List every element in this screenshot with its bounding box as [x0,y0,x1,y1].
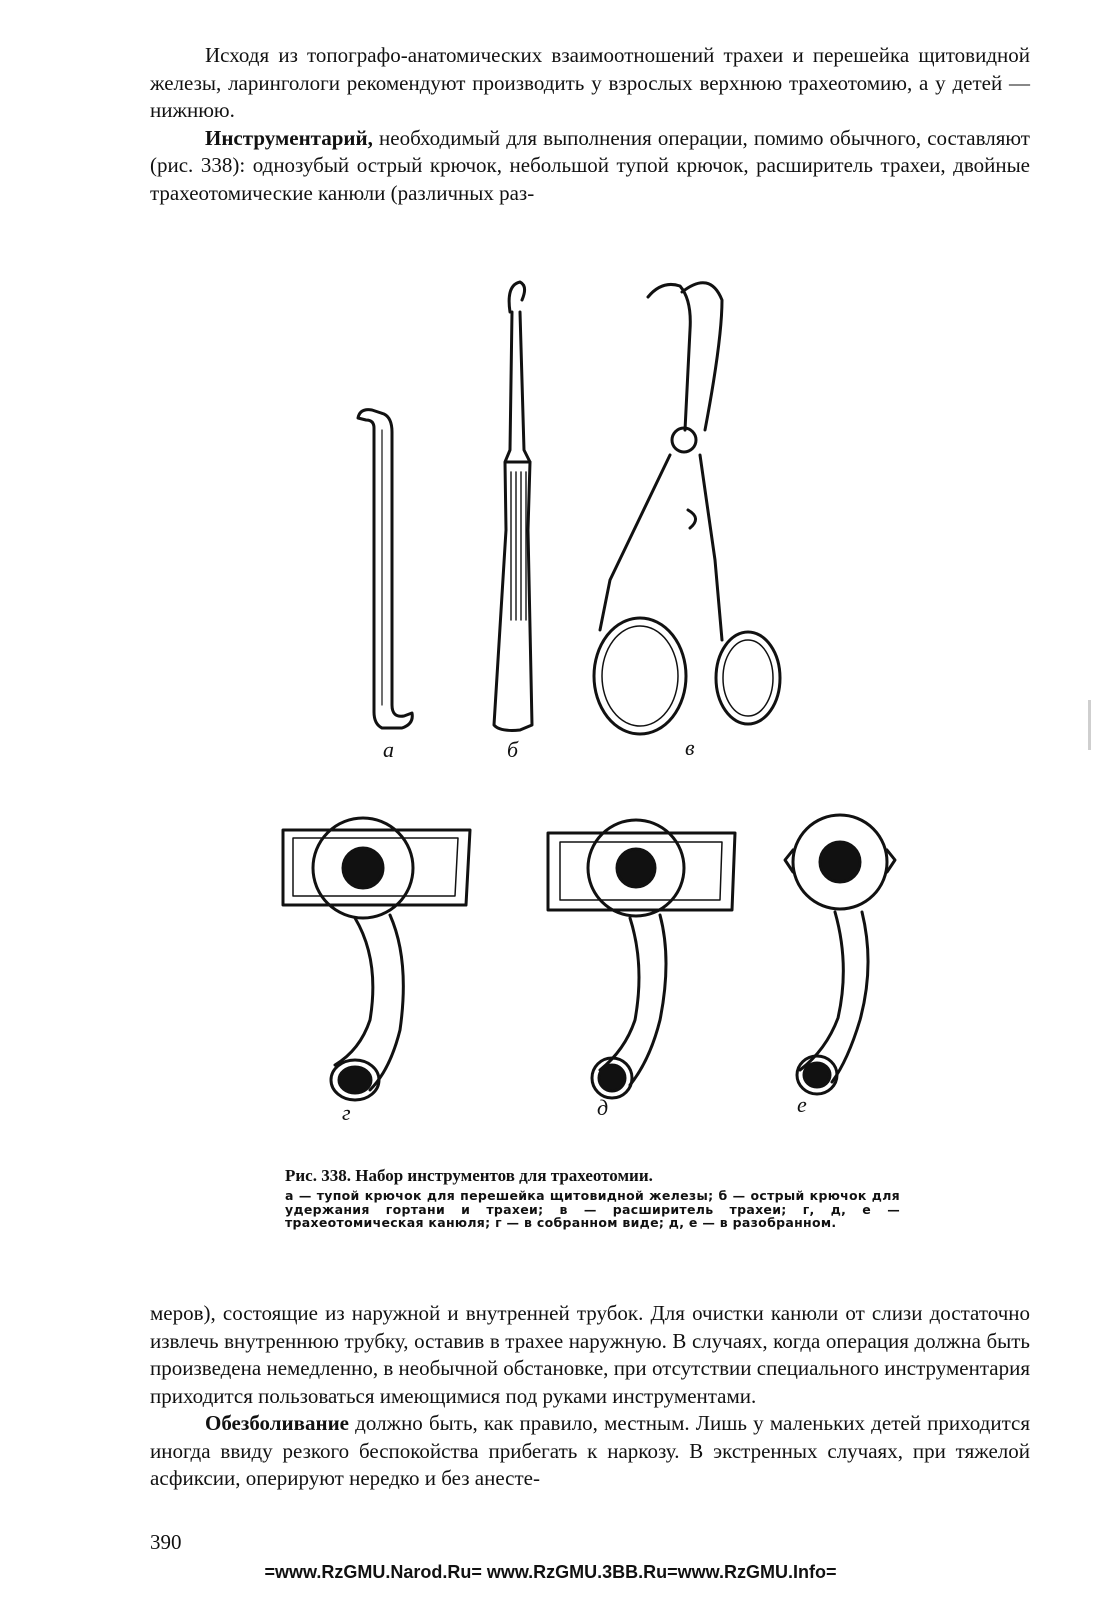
scan-artifact [1088,700,1091,750]
blunt-hook-drawing [358,410,412,728]
cannula-inner-tube-drawing [785,815,895,1094]
figure-label-d: д [597,1095,609,1120]
paragraph-topography: Исходя из топографо-анатомических взаимоотношений трахеи и перешейка щитовидной железы, ларингологи рекомендуют производить у взрослых верхнюю трахеотомию, а у детей — нижнюю. [150,43,1030,122]
figure-label-g: г [342,1100,351,1125]
cannula-assembled-drawing [283,818,470,1100]
tracheal-dilator-drawing [594,283,780,734]
sharp-hook-drawing [494,282,532,730]
caption-title: Рис. 338. Набор инструментов для трахеотомии. [285,1166,653,1185]
figure-label-v: в [685,735,695,760]
paragraph-anesthesia [150,1410,1030,1493]
caption-body: а — тупой крючок для перешейка щитовидной железы; б — острый крючок для удержания гортани и трахеи; в — расширитель трахеи; г, д, е — трахеотомическая канюля; г — в собранном виде; д, е — в разобранном. [285,1188,900,1230]
figure-label-b: б [507,737,519,762]
term-anesthesia: Обезболивание [205,1411,350,1435]
figure-caption [285,1166,900,1230]
footer-links: =www.RzGMU.Narod.Ru= www.RzGMU.3BB.Ru=www.RzGMU.Info= [264,1562,837,1582]
figure-label-e: е [797,1092,807,1117]
bottom-text [150,1300,1030,1493]
paragraph-anesthesia-body: должно быть, как правило, местным. Лишь у маленьких детей приходится иногда ввиду резкого беспокойства прибегать к наркозу. В экстренных случаях, при тяжелой асфиксии, оперируют нередко и без анесте- [150,1411,1030,1490]
cannula-outer-tube-drawing [548,820,735,1098]
page-number: 390 [150,1530,182,1554]
paragraph-instruments-body: необходимый для выполнения операции, помимо обычного, составляют (рис. 338): однозубый острый крючок, небольшой тупой крючок, расширитель трахеи, двойные трахеотомические канюли (различных раз- [150,125,1030,205]
figure-label-a: а [383,737,394,762]
term-instrumentarium: Инструментарий, [205,125,373,150]
paragraph-cannula: меров), состоящие из наружной и внутренней трубок. Для очистки канюли от слизи достаточно извлечь внутреннюю трубку, оставив в трахее наружную. В случаях, когда операция должна быть произведена немедленно, в необычной обстановке, при отсутствии специального инструментария приходится пользоваться имеющимися под руками инструментами. [150,1301,1030,1408]
